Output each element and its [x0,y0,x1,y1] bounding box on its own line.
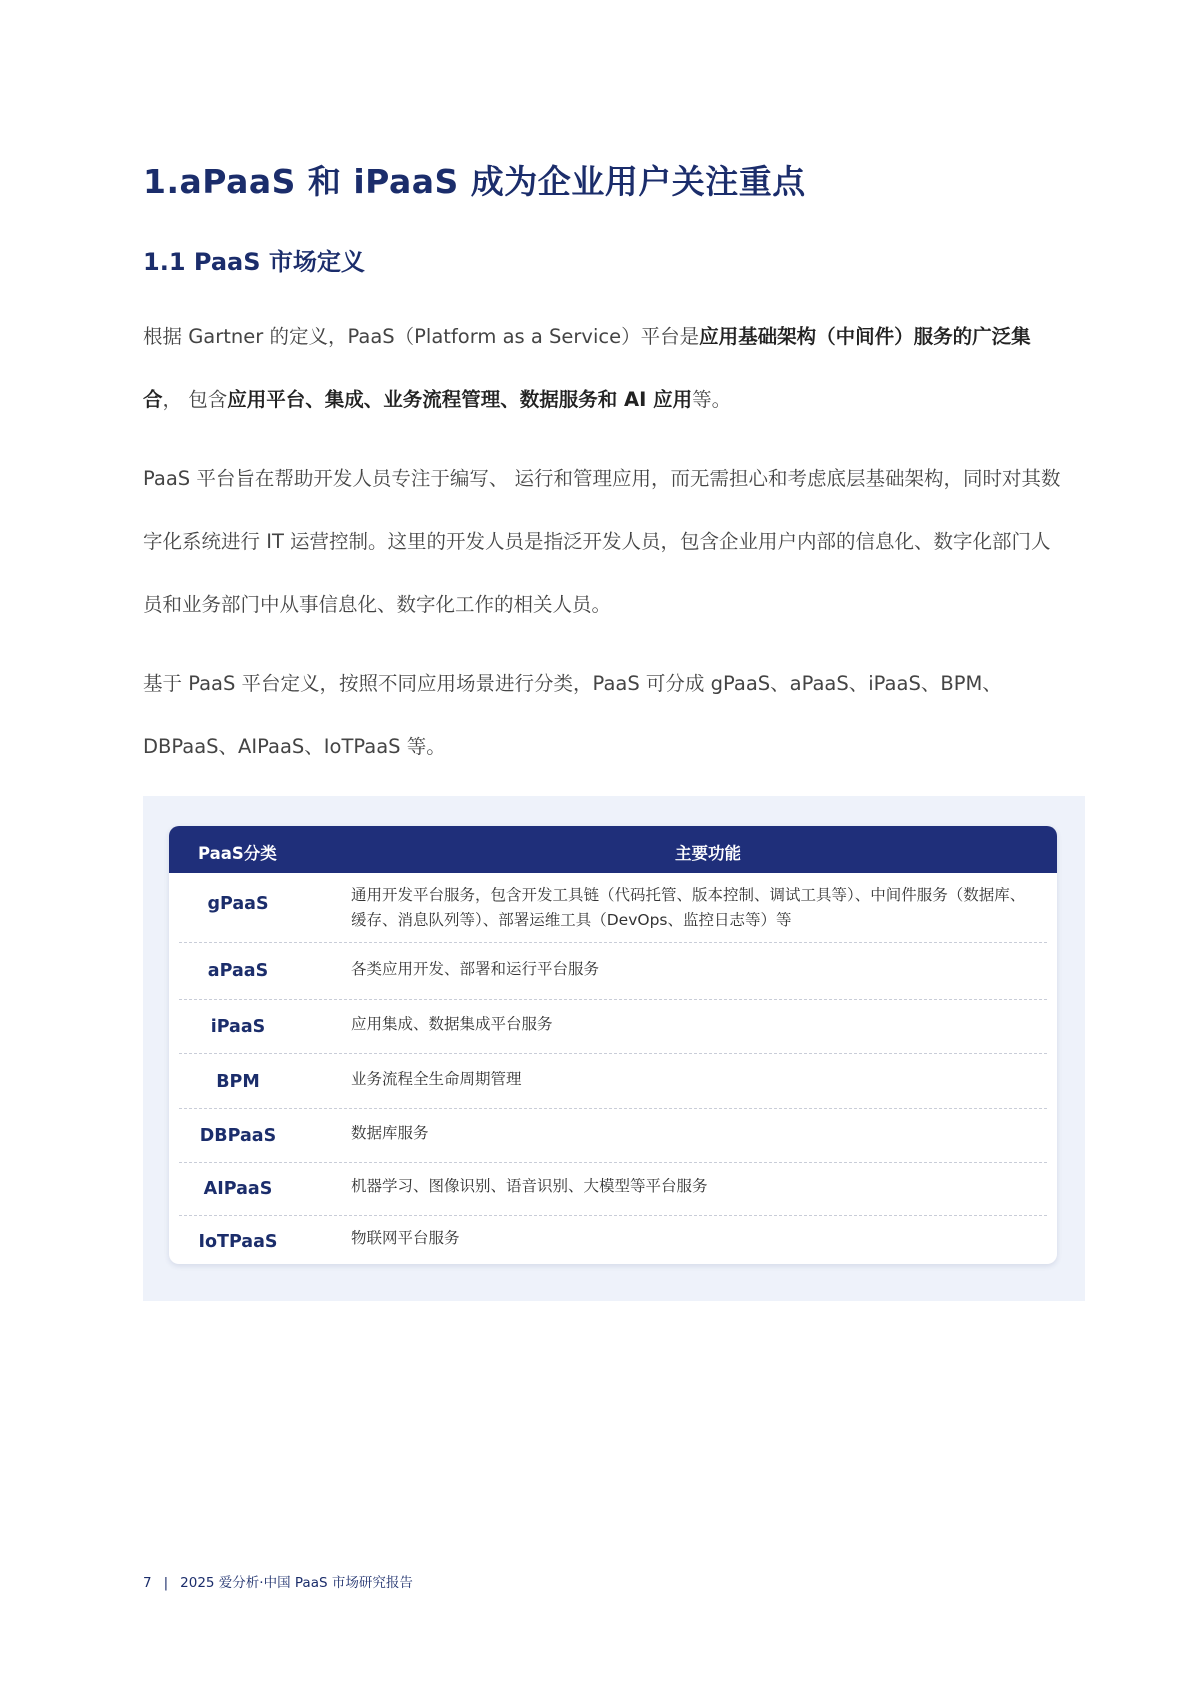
footer-separator: | [163,1575,169,1591]
row-function: 各类应用开发、部署和运行平台服务 [351,960,600,978]
table-row [179,943,1047,1000]
paragraph-purpose: PaaS 平台旨在帮助开发人员专注于编写、 运行和管理应用，而无需担心和考虑底层基础架构，同时对其数字化系统进行 IT 运营控制。这里的开发人员是指泛开发人员，包含企业用户内部的信息化、数字化部门人员和业务部门中从事信息化、数字化工作的相关人员。 [143,467,1061,616]
table-row [179,1109,1047,1163]
paragraph-bold-text: 应用平台、集成、业务流程管理、数据服务和 AI 应用 [227,388,693,411]
row-category: DBPaaS [199,1126,277,1146]
paragraph-text: ， 包含 [162,388,228,411]
paragraph-bold-text: 应用基础架构（中间件）服务的广泛集合 [143,325,1031,411]
page-footer [143,1571,413,1591]
row-category: IoTPaaS [198,1232,278,1252]
row-category: gPaaS [207,894,269,914]
row-function: 应用集成、数据集成平台服务 [351,1015,553,1033]
row-function: 机器学习、图像识别、语音识别、大模型等平台服务 [351,1177,708,1195]
page-title: 1.aPaaS 和 iPaaS 成为企业用户关注重点 [143,162,806,201]
row-function: 通用开发平台服务，包含开发工具链（代码托管、版本控制、调试工具等）、中间件服务（数据库、缓存、消息队列等）、部署运维工具（DevOps、监控日志等）等 [351,886,1026,929]
row-category: AIPaaS [203,1179,273,1199]
table-row [179,1054,1047,1109]
row-category: BPM [216,1072,260,1092]
paragraph-text: 等。 [692,388,732,411]
table-row [179,873,1047,943]
table-row [179,1216,1047,1264]
column-header-category: PaaS分类 [198,844,277,863]
row-category: aPaaS [207,961,269,981]
paas-classification-table [169,826,1057,1264]
paragraph-definition [143,305,1068,431]
section-title: 1.1 PaaS 市场定义 [143,248,365,276]
paragraph-text: 根据 Gartner 的定义，PaaS（Platform as a Service）平台是 [143,325,700,348]
row-function: 业务流程全生命周期管理 [351,1070,522,1088]
table-row [179,1163,1047,1216]
table-row [179,1000,1047,1054]
row-function: 物联网平台服务 [351,1229,460,1247]
page-number: 7 [143,1575,152,1591]
table-background [143,796,1085,1301]
column-header-function: 主要功能 [675,844,741,863]
row-category: iPaaS [210,1017,266,1037]
report-title: 2025 爱分析·中国 PaaS 市场研究报告 [180,1575,413,1591]
paragraph-classification: 基于 PaaS 平台定义，按照不同应用场景进行分类，PaaS 可分成 gPaaS、aPaaS、iPaaS、BPM、DBPaaS、AIPaaS、IoTPaaS 等。 [143,672,1002,758]
table-header [169,826,1057,873]
row-function: 数据库服务 [351,1124,429,1142]
